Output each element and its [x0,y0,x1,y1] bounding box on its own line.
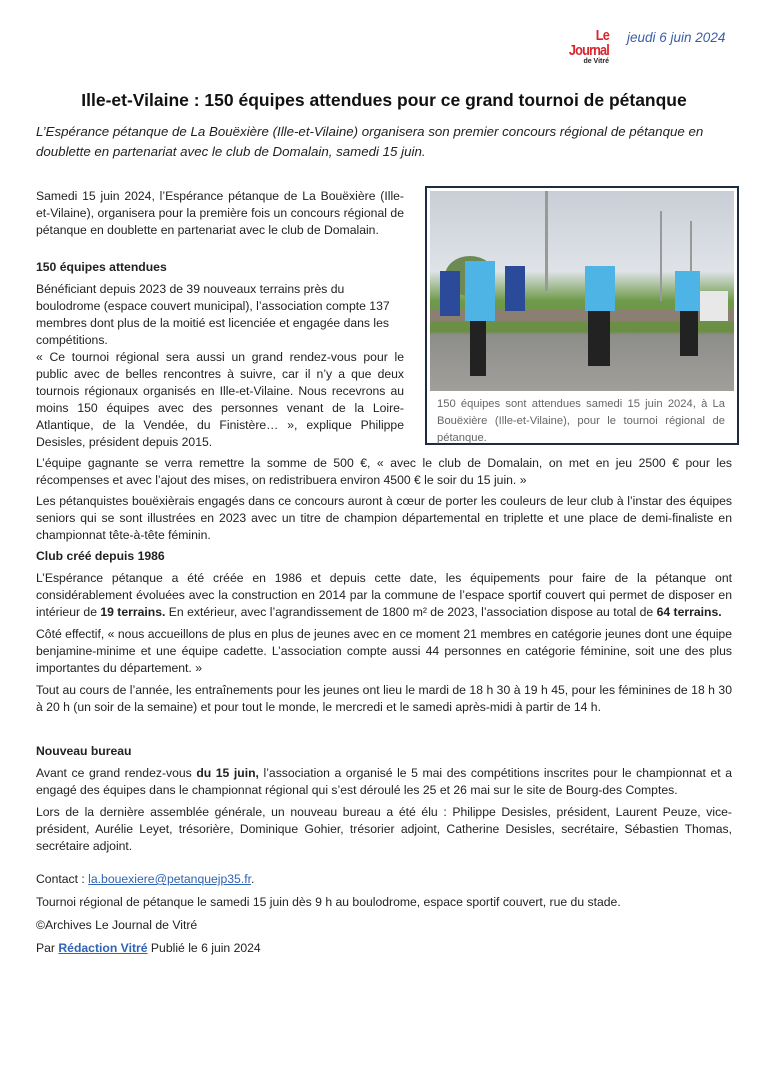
text: Par [36,941,59,955]
text-bold: 19 terrains. [100,605,166,619]
article-lede: L’Espérance pétanque de La Bouëxière (Ille-et-Vilaine) organisera son premier concours régional de pétanque en doublette en partenariat avec le club de Domalain, samedi 15 juin. [36,124,704,159]
photo-caption: 150 équipes sont attendues samedi 15 juin 2024, à La Bouëxière (Ille-et-Vilaine), pour le tournoi régional de pétanque. [437,398,725,444]
paragraph: L’équipe gagnante se verra remettre la somme de 500 €, « avec le club de Domalain, on met en jeu 2500 € pour les récompenses et avec l’ajout des mises, on redistribuera environ 4500 € le soir du 15 juin. » [36,456,732,487]
paragraph: Tout au cours de l’année, les entraînements pour les jeunes ont lieu le mardi de 18 h 30 à 19 h 45, pour les féminines de 18 h 30 à 20 h (un soir de la semaine) et pour tout le monde, le mercredi et le samedi après-midi à partir de 14 h. [36,683,732,714]
paragraph: Côté effectif, « nous accueillons de plus en plus de jeunes avec en ce moment 21 membres en catégorie jeunes dont une équipe benjamine-minime et une équipe cadette. L’association compte aussi 44 personnes en catégorie féminine, soit une des plus importantes du département. » [36,627,732,675]
paragraph: Les pétanquistes bouëxièrais engagés dans ce concours auront à cœur de porter les couleurs de leur club à l’instar des équipes seniors qui se sont illustrées en 2023 avec un titre de champion départemental en triplette et une place de demi-finaliste en championnat tête-à-tête féminin. [36,494,732,542]
contact-email-link[interactable]: la.bouexiere@petanquejp35.fr [88,872,251,886]
text: Avant ce grand rendez-vous [36,766,197,780]
paragraph: « Ce tournoi régional sera aussi un grand rendez-vous pour le public avec de belles rencontres à suivre, car il n’y a que deux tournois régionaux organisés en Ille-et-Vilaine. Nous recevrons au moins 150 équipes avec des personnes venant de la Loire-Atlantique, de la Vendée, du Finistère… », explique Philippe Desisles, président depuis 2015. [36,350,404,449]
publish-date: Publié le 6 juin 2024 [147,941,261,955]
contact-line [36,871,254,888]
contact-label: Contact : [36,872,89,886]
journal-logo [547,28,609,65]
paragraph: Bénéficiant depuis 2023 de 39 nouveaux terrains près du boulodrome (espace couvert municipal), l’association compte 137 membres dont plus de la moitié est licenciée et engagée dans les compétitions. [36,282,390,347]
paragraph [36,765,732,799]
photo-credit: ©Archives Le Journal de Vitré [36,918,198,932]
logo-main: Le Journal [568,27,609,59]
text-bold: 64 terrains. [656,605,722,619]
text: L’Espérance pétanque a été créée en 1986 et depuis cette date, les équipements pour faire de la pétanque ont considérablement évoluées avec la construction en 2014 par la commune de l’espace sportif couvert qui permet de disposer en intérieur de [36,571,732,619]
photo-figure [425,186,739,445]
byline [36,940,261,957]
text: . [250,872,255,886]
issue-date: jeudi 6 juin 2024 [627,30,726,45]
author-link[interactable]: Rédaction Vitré [58,941,148,955]
photo-illustration [430,191,734,391]
paragraph: Samedi 15 juin 2024, l’Espérance pétanque de La Bouëxière (Ille-et-Vilaine), organisera pour la première fois un concours régional de pétanque en doublette en partenariat avec le club de Domalain. [36,189,404,237]
paragraph: Lors de la dernière assemblée générale, un nouveau bureau a été élu : Philippe Desisles, président, Laurent Peuze, vice-président, Aurélie Leyet, trésorière, Dominique Gohier, trésorier adjoint, Catherine Desisles, secrétaire, Sébastien Thomas, secrétaire adjoint. [36,805,732,853]
section-heading: Club créé depuis 1986 [36,549,165,563]
paragraph [36,570,732,621]
section-heading: 150 équipes attendues [36,260,167,274]
text: l’association a organisé le 5 mai des compétitions inscrites pour le championnat et a engagé des équipes dans le championnat régional qui s’est déroulé les 25 et 26 mai sur le site de Bourg-des Comptes. [36,766,732,797]
logo-sub: de Vitré [583,58,609,65]
text-bold: du 15 juin, [196,766,259,780]
article-title: Ille-et-Vilaine : 150 équipes attendues pour ce grand tournoi de pétanque [81,90,687,110]
event-info: Tournoi régional de pétanque le samedi 15 juin dès 9 h au boulodrome, espace sportif couvert, rue du stade. [36,895,621,909]
section-heading: Nouveau bureau [36,744,132,758]
petanque-photo [430,191,734,391]
text: En extérieur, avec l’agrandissement de 1800 m² de 2023, l’association dispose au total de [165,605,657,619]
